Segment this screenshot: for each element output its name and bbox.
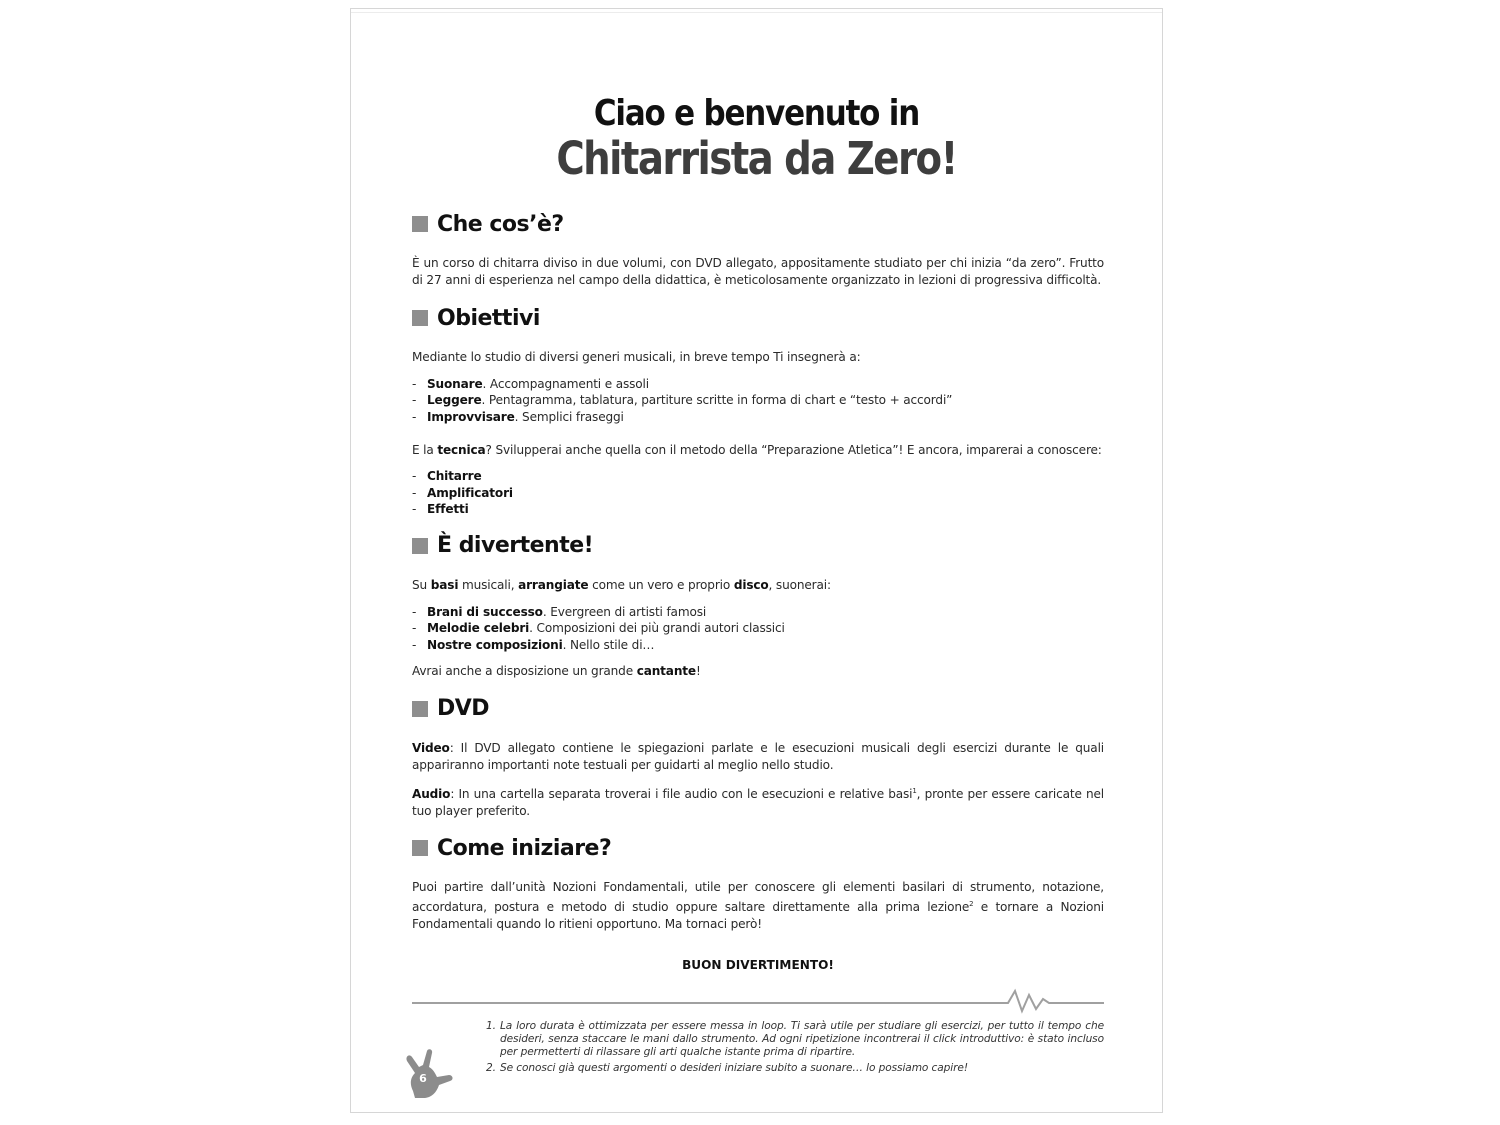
section-heading-goals: Obiettivi xyxy=(412,303,1104,333)
list-item: - Melodie celebri. Composizioni dei più grandi autori classici xyxy=(412,621,785,636)
what-paragraph: È un corso di chitarra diviso in due volumi, con DVD allegato, appositamente studiato per chi inizia “da zero”. Frutto di 27 anni di esperienza nel campo della didattica, è meticolosamente organizzato in lezioni di progressiva difficoltà. xyxy=(412,256,1104,287)
main-content xyxy=(412,209,1104,972)
title-line-1: Ciao e benvenuto in xyxy=(593,93,920,134)
section-heading-what: Che cos’è? xyxy=(412,209,1104,239)
dvd-video-paragraph: Video: Il DVD allegato contiene le spiegazioni parlate e le esecuzioni musicali degli esercizi durante le quali appariranno importanti note testuali per guidarti al meglio nello studio. xyxy=(412,740,1104,772)
list-item: - Nostre composizioni. Nello stile di… xyxy=(412,637,655,652)
footnote-1: 1. La loro durata è ottimizzata per essere messa in loop. Ti sarà utile per studiare gli esercizi, per tutto il tempo che desideri, senza staccare le mani dallo strumento. Ad ogni ripetizione incontrerai il click introduttivo: è stato incluso per permetterti di rilassare gli arti qualche istante prima di ripartire. xyxy=(486,1020,1104,1058)
footnote-2: 2. Se conosci già questi argomenti o desideri iniziare subito a suonare… lo possiamo capire! xyxy=(486,1062,968,1074)
footer-rule xyxy=(412,987,1104,1017)
footnotes xyxy=(486,1020,1104,1075)
fun-intro: Su basi musicali, arrangiate come un vero e proprio disco, suonerai: xyxy=(412,577,831,592)
gray-square-icon xyxy=(412,840,428,856)
learn-list xyxy=(412,468,1104,518)
goals-list xyxy=(412,376,1104,426)
gray-square-icon xyxy=(412,701,428,717)
list-item: - Brani di successo. Evergreen di artisti famosi xyxy=(412,604,707,619)
section-heading-start: Come iniziare? xyxy=(412,833,1104,863)
closing-text: BUON DIVERTIMENTO! xyxy=(682,958,834,973)
list-item: - Amplificatori xyxy=(412,485,513,500)
section-heading-fun: È divertente! xyxy=(412,531,1104,561)
technique-paragraph: E la tecnica? Svilupperai anche quella con il metodo della “Preparazione Atletica”! E ancora, imparerai a conoscere: xyxy=(412,442,1102,457)
gray-square-icon xyxy=(412,538,428,554)
page-title xyxy=(351,93,1162,183)
title-line-2: Chitarrista da Zero! xyxy=(556,132,957,185)
list-item: - Improvvisare. Semplici fraseggi xyxy=(412,409,624,424)
list-item: - Suonare. Accompagnamenti e assoli xyxy=(412,376,649,391)
list-item: - Effetti xyxy=(412,502,469,517)
fun-list xyxy=(412,604,1104,654)
dvd-audio-paragraph: Audio: In una cartella separata troverai i file audio con le esecuzioni e relative basi$^1$, pronte per essere caricate nel tuo player preferito. xyxy=(412,787,1104,818)
start-paragraph: Puoi partire dall’unità Nozioni Fondamentali, utile per conoscere gli elementi basilari di strumento, notazione, accordatura, postura e metodo di studio oppure saltare direttamente alla prima lezione$^2$ e tornare a Nozioni Fondamentali quando lo ritieni opportuno. Ma tornaci però! xyxy=(412,880,1104,931)
list-item: - Leggere. Pentagramma, tablatura, partiture scritte in forma di chart e “testo + accordi” xyxy=(412,393,953,408)
document-page xyxy=(350,8,1163,1113)
gray-square-icon xyxy=(412,310,428,326)
singer-paragraph: Avrai anche a disposizione un grande cantante! xyxy=(412,664,701,679)
gray-square-icon xyxy=(412,216,428,232)
section-heading-dvd: DVD xyxy=(412,694,1104,724)
top-rule xyxy=(351,12,1162,13)
page-number: 6 xyxy=(419,1072,427,1085)
list-item: - Chitarre xyxy=(412,469,482,484)
goals-intro: Mediante lo studio di diversi generi musicali, in breve tempo Ti insegnerà a: xyxy=(412,350,861,365)
